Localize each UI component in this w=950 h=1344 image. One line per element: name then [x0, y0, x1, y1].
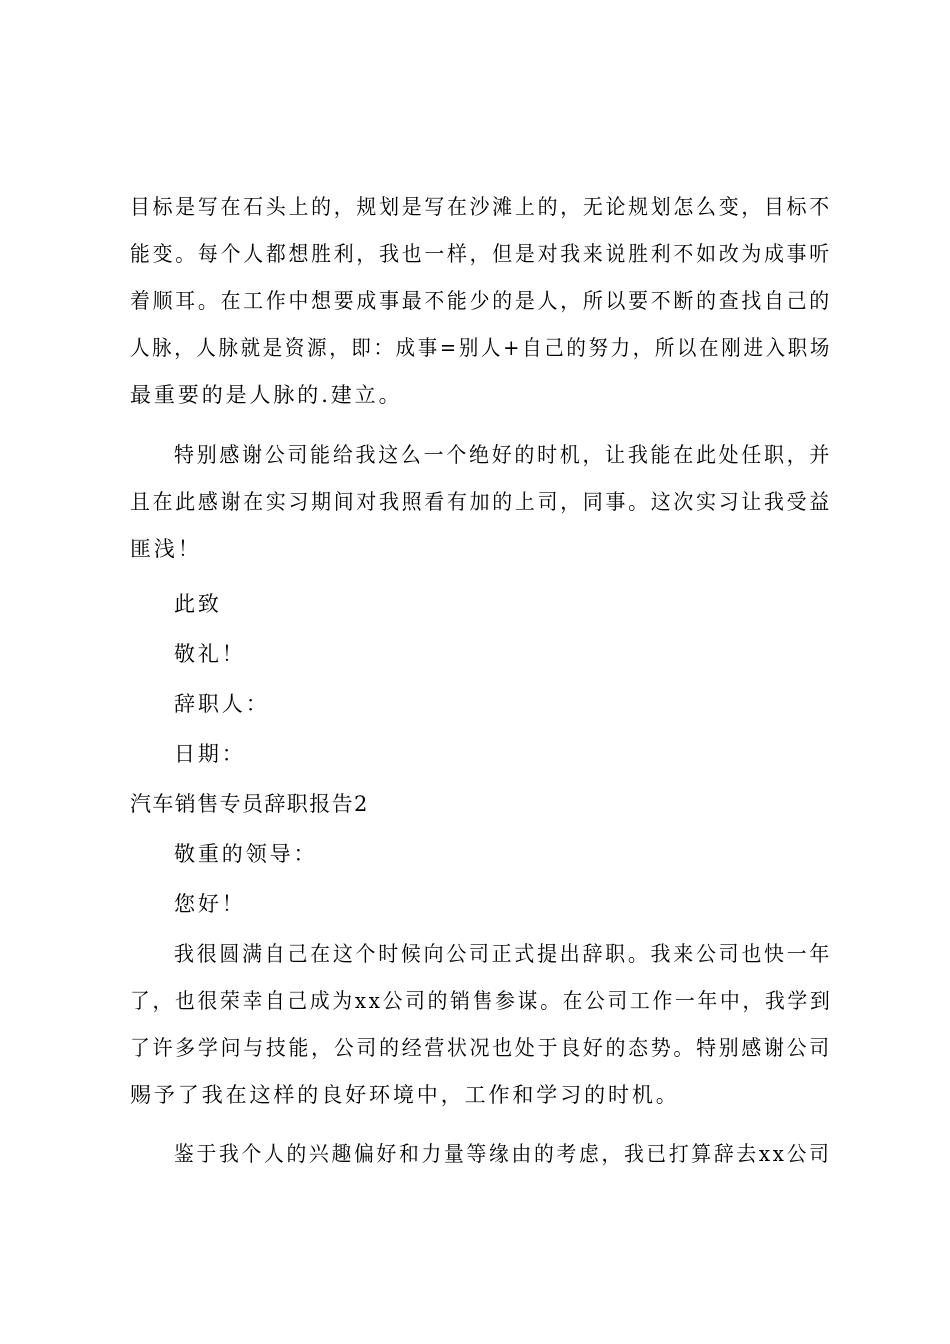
paragraph-line: 赐予了我在这样的良好环境中，工作和学习的时机。	[130, 1083, 680, 1107]
date-label: 日期：	[174, 742, 246, 766]
paragraph-line: 着顺耳。在工作中想要成事最不能少的是人，所以要不断的查找自己的	[130, 289, 832, 313]
section-title: 汽车销售专员辞职报告2	[130, 792, 369, 816]
paragraph-line: 我很圆满自己在这个时候向公司正式提出辞职。我来公司也快一年	[174, 942, 833, 966]
paragraph-line: 且在此感谢在实习期间对我照看有加的上司，同事。这次实习让我受益	[130, 490, 832, 514]
paragraph-line: 鉴于我个人的兴趣偏好和力量等缘由的考虑，我已打算辞去xx公司	[174, 1142, 832, 1166]
paragraph-line: 人脉，人脉就是资源，即：成事=别人+自己的努力，所以在刚进入职场	[130, 336, 832, 360]
paragraph-line: 目标是写在石头上的，规划是写在沙滩上的，无论规划怎么变，目标不	[130, 195, 832, 219]
closing-regards: 敬礼！	[174, 642, 246, 666]
paragraph-line: 特别感谢公司能给我这么一个绝好的时机，让我能在此处任职，并	[174, 443, 833, 467]
greeting-line: 敬重的领导：	[174, 842, 318, 866]
paragraph-line: 能变。每个人都想胜利，我也一样，但是对我来说胜利不如改为成事听	[130, 242, 832, 266]
greeting-line: 您好！	[174, 892, 246, 916]
signature-label: 辞职人：	[174, 692, 270, 716]
closing-salutation: 此致	[174, 592, 222, 616]
paragraph-line: 了许多学问与技能，公司的经营状况也处于良好的态势。特别感谢公司	[130, 1036, 832, 1060]
paragraph-line: 匪浅！	[130, 537, 202, 561]
paragraph-line: 最重要的是人脉的.建立。	[130, 383, 403, 407]
paragraph-line: 了，也很荣幸自己成为xx公司的销售参谋。在公司工作一年中，我学到	[130, 989, 833, 1013]
